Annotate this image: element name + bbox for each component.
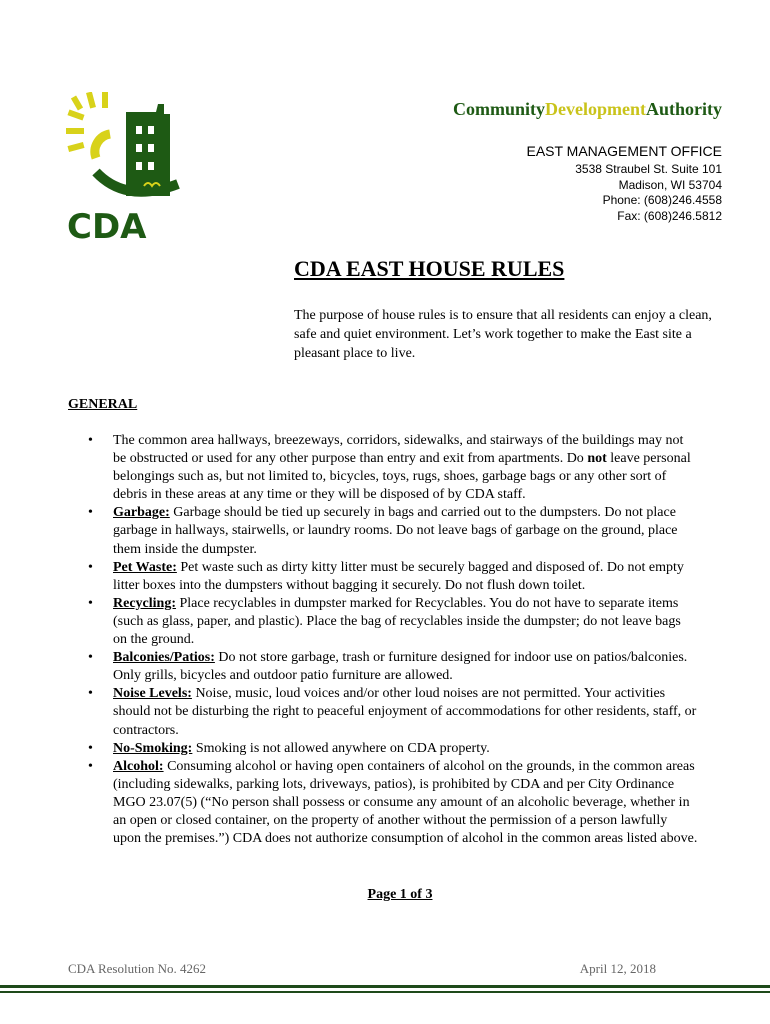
org-name-part1: Community [453,99,546,119]
footer-date: April 12, 2018 [579,961,656,976]
address-line: Madison, WI 53704 [618,177,722,192]
rule-item-garbage [68,504,698,558]
org-name-part2: Development [545,99,646,119]
office-address [575,162,722,224]
rules-list [68,432,698,848]
rule-text: leave personal belongings such as, but not limited to, bicycles, toys, rugs, shoes, garbage bags or any other sort of debris in these areas at any time or they will be disposed of by CDA staff. [113,451,691,503]
rule-emphasis: not [587,451,607,467]
rule-text: Consuming alcohol or having open containers of alcohol on the grounds, in the common areas (including sidewalks, parking lots, driveways, patios), is prohibited by CDA and per City Ordinance MGO 23.07(5) (“No person shall possess or consume any amount of an alcoholic beverage, whether in an open or closed container, on the property of another without the permission of a person lawfully upon the premises.”) CDA does not authorize consumption of alcohol in the common areas listed above. [113,758,698,847]
rule-text: Noise, music, loud voices and/or other loud noises are not permitted. Your activities should not be disturbing the right to peaceful enjoyment of accommodations for other residents, staff, or contractors. [113,686,697,738]
fax-line: Fax: (608)246.5812 [617,208,722,223]
rule-label: Recycling: [113,595,176,611]
purpose-paragraph: The purpose of house rules is to ensure that all residents can enjoy a clean, safe and quiet environment. Let’s work together to make the East site a pleasant place to live. [294,308,712,361]
rule-item-alcohol [68,758,698,848]
footer-resolution: CDA Resolution No. 4262 [68,961,206,976]
rule-item-common-areas [68,432,698,504]
logo-text: CDA [67,207,147,242]
rule-label: Balconies/Patios: [113,650,215,666]
organization-name [453,99,722,120]
rule-text: Do not store garbage, trash or furniture designed for indoor use on patios/balconies. Only grills, bicycles and outdoor patio furniture are allowed. [113,650,688,684]
address-line: 3538 Straubel St. Suite 101 [575,162,722,176]
phone-line: Phone: (608)246.4558 [602,193,722,207]
rule-item-pet-waste [68,559,698,595]
org-name-part3: Authority [646,99,722,119]
rule-text: Garbage should be tied up securely in bags and carried out to the dumpsters. Do not place garbage in hallways, stairwells, or laundry rooms. Do not leave bags of garbage on the ground, place them inside the dumpster. [113,505,678,557]
rule-item-balconies [68,649,698,685]
page-number: Page 1 of 3 [367,887,433,902]
rule-label: Pet Waste: [113,559,177,575]
office-name: EAST MANAGEMENT OFFICE [526,143,722,159]
rule-item-no-smoking [68,740,698,758]
cda-logo [66,92,188,242]
rule-text: Pet waste such as dirty kitty litter must be securely bagged and disposed of. Do not empty litter boxes into the dumpsters without bagging it securely. Do not flush down toilet. [113,559,684,593]
section-heading-general: GENERAL [68,397,138,412]
rule-item-noise [68,685,698,739]
rule-item-recycling [68,595,698,649]
rule-label: Alcohol: [113,758,164,774]
sun-icon [66,92,110,158]
document-title: CDA EAST HOUSE RULES [294,256,565,281]
rule-text: The common area hallways, breezeways, corridors, sidewalks, and stairways of the buildings may not be obstructed or used for any other purpose than entry and exit from apartments. Do [113,433,684,467]
rule-text: Smoking is not allowed anywhere on CDA property. [192,740,490,756]
footer-divider [0,991,770,993]
building-icon [96,104,178,196]
rule-label: No-Smoking: [113,740,193,756]
footer-divider [0,985,770,988]
rule-label: Noise Levels: [113,686,192,702]
rule-label: Garbage: [113,505,170,521]
rule-text: Place recyclables in dumpster marked for Recyclables. You do not have to separate items (such as glass, paper, and plastic). Place the bag of recyclables inside the dumpster; do not leave bags on the ground. [113,595,681,648]
